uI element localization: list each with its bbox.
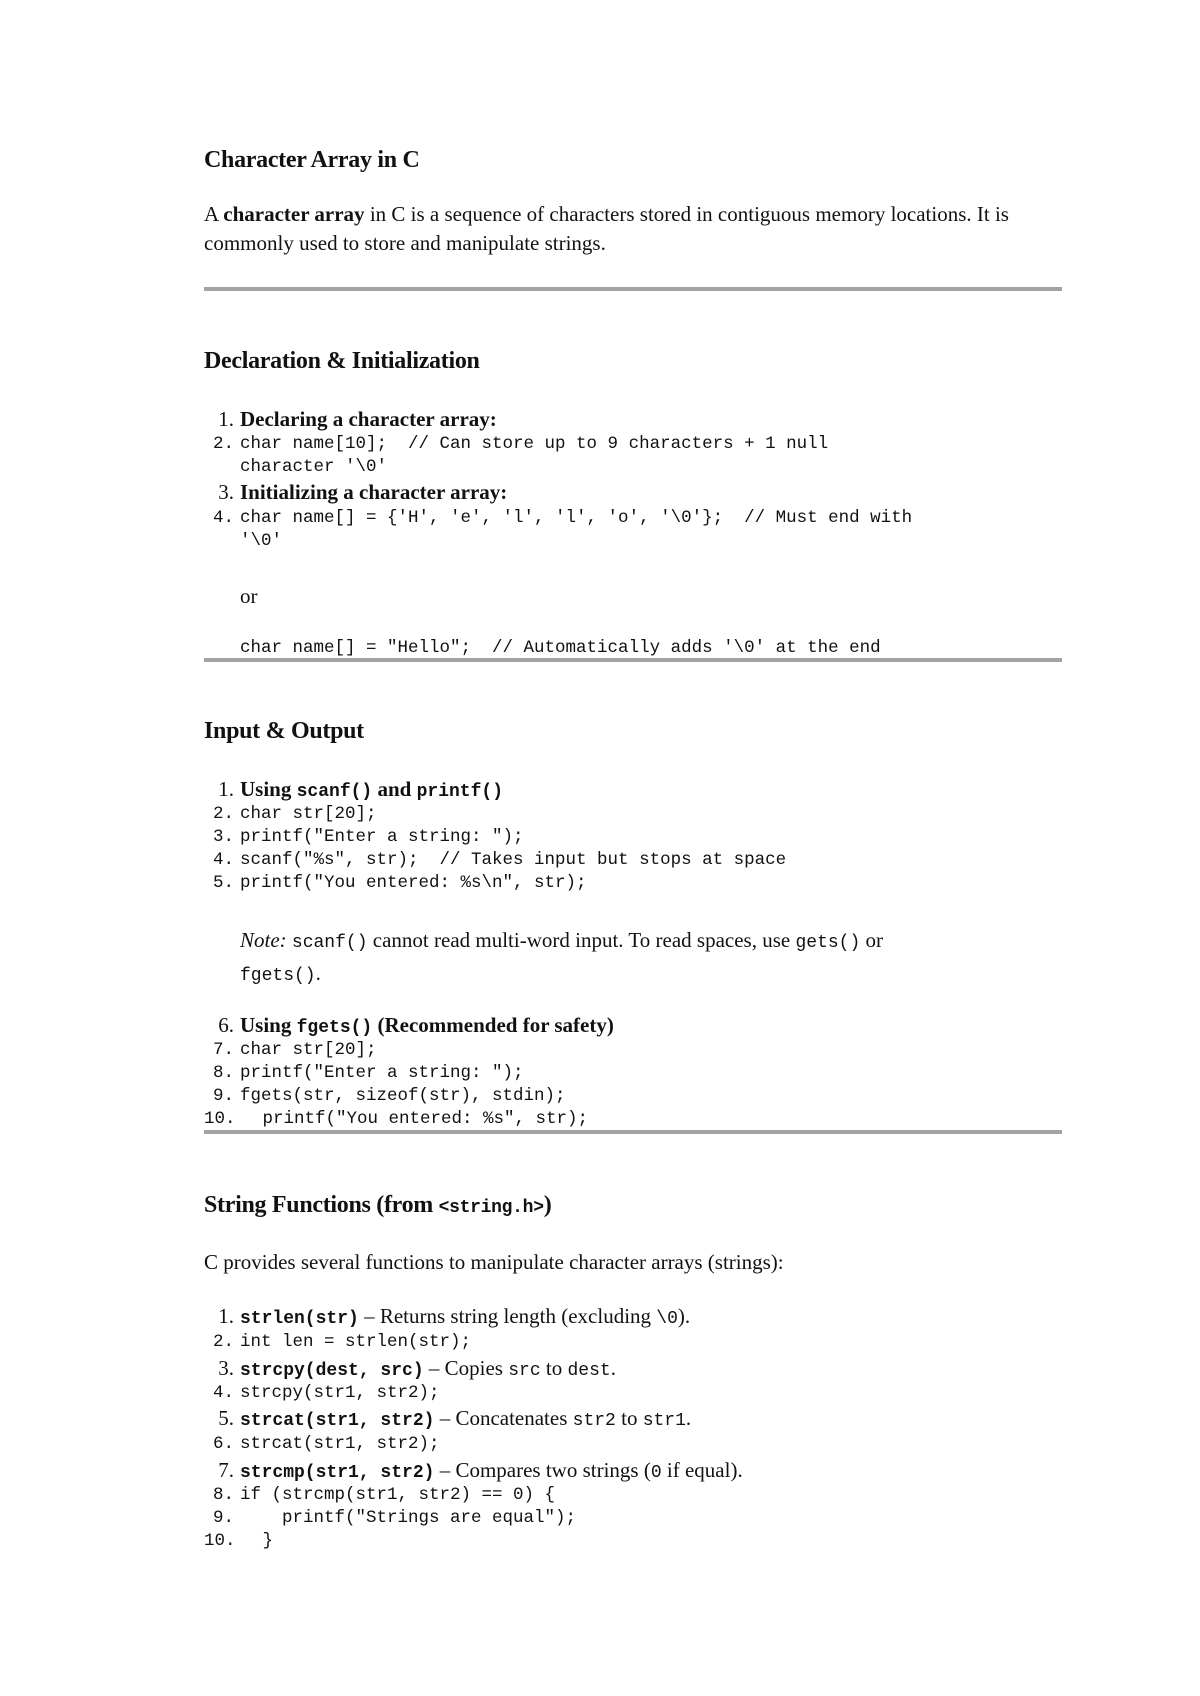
code-line: 4. strcpy(str1, str2); (212, 1383, 440, 1403)
intro-paragraph: A character array in C is a sequence of characters stored in contiguous memory locations. It is commonly used to store and manipulate strings. (204, 202, 1009, 255)
code-line: 6. strcat(str1, str2); (212, 1434, 440, 1454)
page-title: Character Array in C (204, 147, 420, 173)
code-line: 10. printf("You entered: %s", str); (204, 1109, 589, 1129)
code-line: 2. char str[20]; (212, 804, 377, 824)
code-line: 2. int len = strlen(str); (212, 1332, 472, 1352)
note-paragraph: Note: scanf() cannot read multi-word input. To read spaces, use gets() or fgets(). (240, 928, 884, 986)
code-line: 3. printf("Enter a string: "); (212, 827, 524, 847)
list-item: 3. Initializing a character array: (218, 480, 508, 504)
section-divider (204, 658, 1062, 662)
string-functions-intro: C provides several functions to manipulate character arrays (strings): (204, 1250, 784, 1274)
code-line: 9. printf("Strings are equal"); (212, 1508, 577, 1528)
intro-bold-term: character array (223, 202, 365, 226)
code-line: 10. } (204, 1531, 274, 1551)
list-item: 1. strlen(str) – Returns string length (excluding \0). (218, 1304, 691, 1329)
section-heading-io: Input & Output (204, 718, 364, 744)
list-item: 1. Using scanf() and printf() (218, 777, 504, 802)
section-divider (204, 1130, 1062, 1134)
list-item: 7. strcmp(str1, str2) – Compares two strings (0 if equal). (218, 1458, 743, 1483)
code-line: 8. printf("Enter a string: "); (212, 1063, 524, 1083)
list-item: 3. strcpy(dest, src) – Copies src to dest. (218, 1356, 616, 1381)
code-line-continued: '\0' (240, 531, 283, 551)
code-line: 4. scanf("%s", str); // Takes input but stops at space (212, 850, 787, 870)
code-line: 8. if (strcmp(str1, str2) == 0) { (212, 1485, 556, 1505)
code-line: 7. char str[20]; (212, 1040, 377, 1060)
code-line: 4. char name[] = {'H', 'e', 'l', 'l', 'o', '\0'}; // Must end with (212, 508, 913, 528)
section-heading-string-functions: String Functions (from <string.h>) (204, 1192, 552, 1218)
code-line-continued: character '\0' (240, 457, 388, 477)
list-item: 1. Declaring a character array: (218, 407, 497, 431)
list-item: 5. strcat(str1, str2) – Concatenates str2 to str1. (218, 1406, 692, 1431)
code-line: 2. char name[10]; // Can store up to 9 characters + 1 null (212, 434, 829, 454)
section-divider (204, 287, 1062, 291)
code-line: char name[] = "Hello"; // Automatically adds '\0' at the end (240, 638, 881, 658)
or-text: or (240, 584, 258, 608)
code-line: 9. fgets(str, sizeof(str), stdin); (212, 1086, 566, 1106)
code-line: 5. printf("You entered: %s\n", str); (212, 873, 587, 893)
list-item: 6. Using fgets() (Recommended for safety) (218, 1013, 614, 1038)
section-heading-declaration: Declaration & Initialization (204, 348, 480, 374)
